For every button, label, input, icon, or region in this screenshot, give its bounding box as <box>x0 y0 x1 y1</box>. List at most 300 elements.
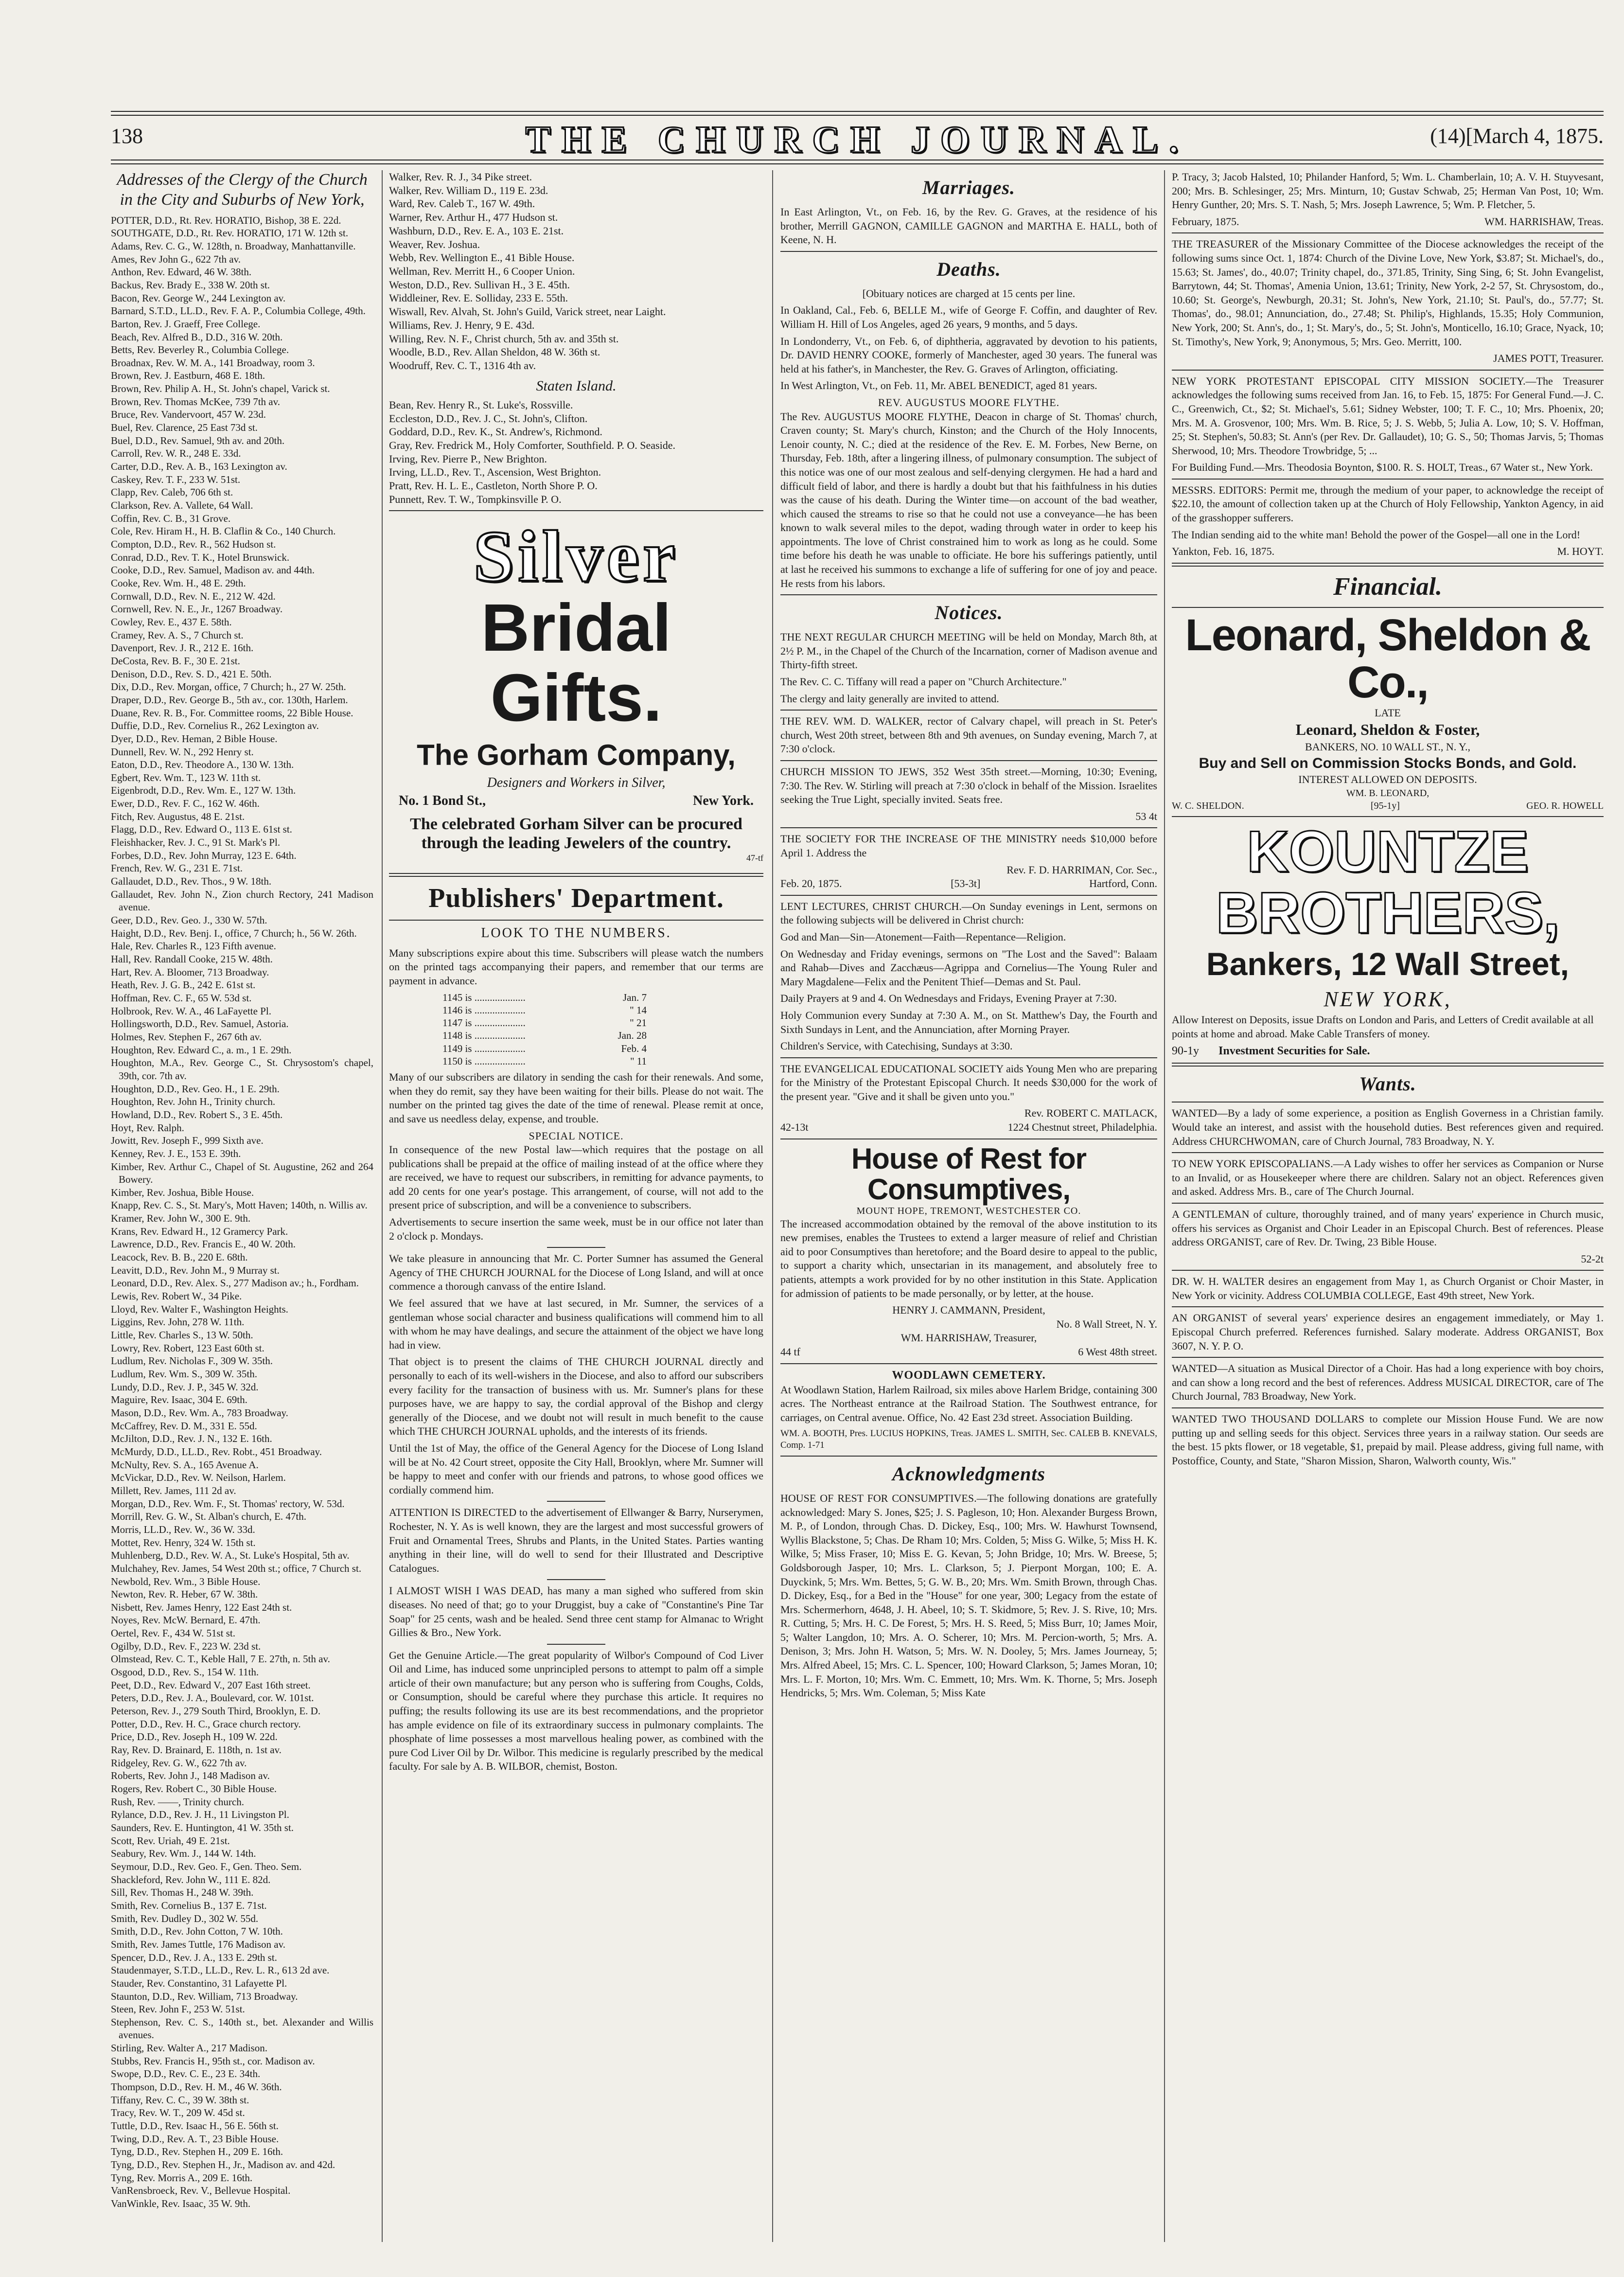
subscription-number: 1149 is .................... <box>442 1042 526 1054</box>
paragraph: Many of our subscribers are dilatory in sending the cash for their renewals. And some, when they do remit, say they have been waiting for their bills. Please do not wait. The number on the printed tag gives the date of the time of renewal. Please remit at once, and save us needless delay, expense, and trouble. <box>389 1071 763 1125</box>
address-entry: Weaver, Rev. Joshua. <box>389 238 480 250</box>
leonard-sheldon-advertisement <box>1172 612 1604 812</box>
address-entry: Holbrook, Rev. W. A., 46 LaFayette Pl. <box>111 1005 271 1017</box>
address-entry: Forbes, D.D., Rev. John Murray, 123 E. 64th. <box>111 849 297 861</box>
address-entry: Sill, Rev. Thomas H., 248 W. 39th. <box>111 1886 254 1899</box>
paragraph: P. Tracy, 3; Jacob Halsted, 10; Philander Hanford, 5; Wm. L. Chamberlain, 10; A. V. H. Stuyvesant, 200; Mrs. B. Schlesinger, 25; Mrs. Minturn, 10; Gustav Schwab, 25; Herman Van Post, 10; Wm. Henry Gunther, 20; Mrs. S. T. Nash, 5; Mrs. Joseph Lawrence, 5; Wm. P. Fletcher, 5. <box>1172 171 1604 211</box>
address-entry: Hoffman, Rev. C. F., 65 W. 53d st. <box>111 992 252 1004</box>
address-entry: Morrill, Rev. G. W., St. Alban's church, E. 47th. <box>111 1511 306 1523</box>
subscription-number: 1145 is .................... <box>442 991 526 1003</box>
divider <box>780 1456 1157 1457</box>
letter-date: Yankton, Feb. 16, 1875. <box>1172 545 1275 558</box>
address-entry: Saunders, Rev. E. Huntington, 41 W. 35th st. <box>111 1821 294 1833</box>
want-ad: WANTED—By a lady of some experience, a position as English Governess in a Christian family. Would take an interest, and assist with the household duties. Best references given and required. Address CHURCHWOMAN, care of Church Journal, 783 Broadway, N. Y. <box>1172 1107 1604 1147</box>
kountze-city: NEW YORK, <box>1324 987 1452 1011</box>
address-entry: Stubbs, Rev. Francis H., 95th st., cor. Madison av. <box>111 2055 315 2067</box>
address-entry: Peters, D.D., Rev. J. A., Boulevard, cor. W. 101st. <box>111 1692 314 1704</box>
house-code: 44 tf <box>780 1346 800 1358</box>
paragraph: THE EVANGELICAL EDUCATIONAL SOCIETY aids Young Men who are preparing for the Ministry of the Protestant Episcopal Church. It needs $30,000 for the work of the present year. "Give and it shall be given unto you." <box>780 1062 1157 1103</box>
address-entry: Punnett, Rev. T. W., Tompkinsville P. O. <box>389 493 562 505</box>
address-entry: Price, D.D., Rev. Joseph H., 109 W. 22d. <box>111 1731 278 1743</box>
divider <box>780 710 1157 711</box>
paragraph: The Rev. AUGUSTUS MOORE FLYTHE, Deacon in charge of St. Thomas' church, Craven county; St. Mary's church, Kinston; and the Church of the Holy Innocents, Lenoir county, N. C.; died at the residence of the Rev. E. M. Forbes, New Berne, on Thursday, Feb. 18th, after a lingering illness, of pulmonary consumption. The subject of this notice was one of our most zealous and self-denying clergymen. He had a hard and difficult field of labor, and there is hardly a doubt but that his faithfulness in his duties was the cause of his death. During the Winter time—on account of the bad weather, which caused the streams to rise so that he could not use a conveyance—he has been known to walk several miles to the depot, wading through water in order to keep his appointments. The love of Christ constrained him to work as long as he could. Some time before his death he was unable to officiate. He bore his sufferings patiently, until at last he received his summons to exchange a life of suffering for one of joy and peace. He rests from his labors. <box>780 410 1157 589</box>
paragraph: The Indian sending aid to the white man! Behold the power of the Gospel—all one in the Lord! <box>1172 528 1581 541</box>
address-entry: Eccleston, D.D., Rev. J. C., St. John's, Clifton. <box>389 412 588 425</box>
issue-date: (14)[March 4, 1875. <box>1430 124 1604 148</box>
subscription-number-row <box>442 1055 647 1067</box>
address-entry: Irving, Rev. Pierre P., New Brighton. <box>389 452 547 465</box>
want-ad: TO NEW YORK EPISCOPALIANS.—A Lady wishes to offer her services as Companion or Nurse to an Invalid, or as Housekeeper where there are children. Salary not an object. References given and asked. Address Mrs. B., care of The Church Journal. <box>1172 1157 1604 1198</box>
address-entry: Holmes, Rev. Stephen F., 267 6th av. <box>111 1031 262 1043</box>
subscription-date: " 14 <box>630 1004 647 1016</box>
want-ad: A GENTLEMAN of culture, thoroughly trained, and of many years' experience in Church music, offers his services as Organist and Choir Leader in an Episcopal Church. Best of references. Please address ORGANIST, care of Rev. Dr. Twing, 23 Bible House. <box>1172 1208 1604 1248</box>
column-1 <box>111 170 373 2242</box>
address-entry: Twing, D.D., Rev. A. T., 23 Bible House. <box>111 2133 279 2145</box>
address-entry: Seabury, Rev. Wm. J., 144 W. 14th. <box>111 1848 256 1860</box>
subscription-number-row <box>442 1029 647 1042</box>
divider <box>780 1138 1157 1139</box>
address-entry: Egbert, Rev. Wm. T., 123 W. 11th st. <box>111 771 261 783</box>
paragraph: Many subscriptions expire about this time. Subscribers will please watch the numbers on the printed tags accompanying their papers, and remember that our terms are payment in advance. <box>389 946 763 987</box>
address-entry: Tyng, D.D., Rev. Stephen H., Jr., Madison av. and 42d. <box>111 2159 335 2171</box>
address-entry: Kimber, Rev. Joshua, Bible House. <box>111 1186 254 1198</box>
address-entry: Howland, D.D., Rev. Robert S., 3 E. 45th. <box>111 1108 283 1121</box>
address-entry: Noyes, Rev. McW. Bernard, E. 47th. <box>111 1614 261 1626</box>
divider <box>780 251 1157 252</box>
paragraph: We take pleasure in announcing that Mr. C. Porter Sumner has assumed the General Agency of THE CHURCH JOURNAL for the Diocese of Long Island, and will at once commence a thorough canvass of the entire Island. <box>389 1252 763 1293</box>
wants-heading: Wants. <box>1359 1073 1416 1095</box>
address-entry: Conrad, D.D., Rev. T. K., Hotel Brunswick. <box>111 551 290 563</box>
address-entry: Willing, Rev. N. F., Christ church, 5th av. and 35th st. <box>389 332 619 345</box>
address-entry: Clapp, Rev. Caleb, 706 6th st. <box>111 486 233 498</box>
address-entry: Stauder, Rev. Constantino, 31 Lafayette Pl. <box>111 1977 287 1989</box>
address-entry: VanRensbroeck, Rev. V., Bellevue Hospital. <box>111 2185 291 2197</box>
address-entry: Tuttle, D.D., Rev. Isaac H., 56 E. 56th st. <box>111 2120 279 2132</box>
address-entry: Scott, Rev. Uriah, 49 E. 21st. <box>111 1834 230 1847</box>
paragraph: In Oakland, Cal., Feb. 6, BELLE M., wife of George F. Coffin, and daughter of Rev. William H. Hill of Los Angeles, aged 26 years, 9 months, and 5 days. <box>780 304 1157 330</box>
address-entry: Denison, D.D., Rev. S. D., 421 E. 50th. <box>111 668 272 680</box>
paragraph: THE SOCIETY FOR THE INCREASE OF THE MINISTRY needs $10,000 before April 1. Address the <box>780 833 1157 859</box>
address-entry: Smith, Rev. James Tuttle, 176 Madison av. <box>111 1938 285 1950</box>
address-entry: Hollingsworth, D.D., Rev. Samuel, Astoria. <box>111 1018 289 1030</box>
address-entry: Shackleford, Rev. John W., 111 E. 82d. <box>111 1873 271 1886</box>
paragraph: On Wednesday and Friday evenings, sermons on "The Lost and the Saved": Balaam and Rahab—Dives and Zacchæus—Agrippa and Cornelius—The Young Ruler and Mary Magdalene—Felix and the Penitent Thief—Demas and St. Paul. <box>780 947 1157 988</box>
address-entry: Leavitt, D.D., Rev. John M., 9 Murray st. <box>111 1264 280 1276</box>
address-entry: Warner, Rev. Arthur H., 477 Hudson st. <box>389 211 558 224</box>
gorham-company-name: The Gorham Company, <box>417 739 736 772</box>
want-code: 52-2t <box>1581 1252 1604 1265</box>
address-entry: Smith, Rev. Cornelius B., 137 E. 71st. <box>111 1899 267 1911</box>
divider <box>1172 1357 1604 1358</box>
house-signature: WM. HARRISHAW, Treasurer, <box>900 1332 1037 1344</box>
staten-island-list <box>389 398 763 506</box>
treasurer-signature: JAMES POTT, Treasurer. <box>1493 352 1604 365</box>
address-entry: Ogilby, D.D., Rev. F., 223 W. 23d st. <box>111 1640 261 1652</box>
subscription-date: Jan. 28 <box>618 1030 647 1042</box>
address-entry: Roberts, Rev. John J., 148 Madison av. <box>111 1770 270 1782</box>
address-entry: Webb, Rev. Wellington E., 41 Bible House. <box>389 251 575 264</box>
address-entry: Cooke, D.D., Rev. Samuel, Madison av. and 44th. <box>111 564 315 576</box>
leonard-interest: INTEREST ALLOWED ON DEPOSITS. <box>1298 773 1477 786</box>
address-entry: Leacock, Rev. B. B., 220 E. 68th. <box>111 1251 248 1263</box>
paragraph: THE REV. WM. D. WALKER, rector of Calvary chapel, will preach in St. Peter's church, West 20th street, between 8th and 9th avenues, on Sunday evening, March 7, at 7:30 o'clock. <box>780 715 1157 755</box>
address-entry: Cooke, Rev. Wm. H., 48 E. 29th. <box>111 577 246 589</box>
house-signature: HENRY J. CAMMANN, President, <box>892 1304 1045 1316</box>
divider <box>389 920 763 921</box>
address-entry: Knapp, Rev. C. S., St. Mary's, Mott Haven; 140th, n. Willis av. <box>111 1199 368 1211</box>
paragraph: The increased accommodation obtained by the removal of the above institution to its new premises, enables the Trustees to extend a larger measure of relief and Christian aid to poor Consumptives than heretofore; and the Board desire to appeal to the public, to support a charity which, unsectarian in its management, and absolutely free to patients, attempts a work provided for by no other institution in this State. Application for admission of patients to be made personally, or by letter, at the house. <box>780 1217 1157 1299</box>
notice-footer <box>780 877 1157 891</box>
address-entry: Carroll, Rev. W. R., 248 E. 33d. <box>111 447 241 460</box>
paragraph: Until the 1st of May, the office of the General Agency for the Diocese of Long Island will be at No. 42 Court street, opposite the City Hall, Brooklyn, where Mr. Sumner will be happy to meet and confer with our friends and patrons, to whose good offices we cordially commend him. <box>389 1441 763 1496</box>
leonard-bankers-address: BANKERS, NO. 10 WALL ST., N. Y., <box>1305 740 1470 753</box>
address-entry: McCaffrey, Rev. D. M., 331 E. 55d. <box>111 1420 257 1432</box>
address-entry: Olmstead, Rev. C. T., Keble Hall, 7 E. 27th, n. 5th av. <box>111 1653 330 1665</box>
paragraph: MESSRS. EDITORS: Permit me, through the medium of your paper, to acknowledge the receipt of $22.10, the amount of collection taken up at the Church of Holy Fellowship, Yankton Agency, in aid of the grasshopper sufferers. <box>1172 483 1604 524</box>
address-entry: Fleishhacker, Rev. J. C., 91 St. Mark's Pl. <box>111 836 281 849</box>
leonard-former-name: Leonard, Sheldon & Foster, <box>1295 721 1480 739</box>
leonard-footer <box>1172 800 1604 812</box>
address-entry: Osgood, D.D., Rev. S., 154 W. 11th. <box>111 1666 259 1678</box>
address-entry: Mottet, Rev. Henry, 324 W. 15th st. <box>111 1536 256 1548</box>
divider <box>1172 1063 1604 1067</box>
address-entry: Eaton, D.D., Rev. Theodore A., 130 W. 13th. <box>111 759 294 771</box>
masthead <box>111 111 1604 164</box>
address-entry: Beach, Rev. Alfred B., D.D., 316 W. 20th. <box>111 331 283 343</box>
address-entry: Seymour, D.D., Rev. Geo. F., Gen. Theo. Sem. <box>111 1860 302 1872</box>
paragraph: Allow Interest on Deposits, issue Drafts on London and Paris, and Letters of Credit available at all points at home and abroad. Make Cable Transfers of money. <box>1172 1013 1594 1040</box>
divider <box>1172 816 1604 817</box>
address-entry: Morris, LL.D., Rev. W., 36 W. 33d. <box>111 1523 255 1535</box>
address-entry: Potter, D.D., Rev. H. C., Grace church rectory. <box>111 1718 301 1730</box>
leonard-code: [95-1y] <box>1370 801 1400 811</box>
subscription-date: " 21 <box>630 1017 647 1029</box>
address-entry: Irving, LL.D., Rev. T., Ascension, West Brighton. <box>389 466 601 479</box>
column-2 <box>389 170 763 2242</box>
kountze-securities: Investment Securities for Sale. <box>1218 1045 1370 1058</box>
notice-footer <box>780 1121 1157 1135</box>
subscription-date: Feb. 4 <box>621 1042 647 1054</box>
address-entry: Dyer, D.D., Rev. Heman, 2 Bible House. <box>111 732 278 745</box>
address-entry: Little, Rev. Charles S., 13 W. 50th. <box>111 1329 253 1341</box>
gorham-subtitle: Designers and Workers in Silver, <box>487 775 666 791</box>
address-entry: Bean, Rev. Henry R., St. Luke's, Rossville. <box>389 398 573 411</box>
divider <box>1172 607 1604 608</box>
paragraph: God and Man—Sin—Atonement—Faith—Repentance—Religion. <box>780 930 1066 943</box>
address-entry: Davenport, Rev. J. R., 212 E. 16th. <box>111 642 254 654</box>
divider <box>1172 563 1604 567</box>
address-entry: Spencer, D.D., Rev. J. A., 133 E. 29th st. <box>111 1951 277 1963</box>
subscription-number-row <box>442 1004 647 1016</box>
paragraph: Children's Service, with Catechising, Sundays at 3:30. <box>780 1040 1013 1052</box>
divider <box>1172 1306 1604 1307</box>
address-entry: Anthon, Rev. Edward, 46 W. 38th. <box>111 266 252 278</box>
address-entry: Leonard, D.D., Rev. Alex. S., 277 Madison av.; h., Fordham. <box>111 1277 359 1289</box>
house-of-rest-heading: House of Rest for Consumptives, <box>851 1142 1087 1206</box>
silver-headline: Silver <box>473 516 679 597</box>
address-entry: Ludlum, Rev. Nicholas F., 309 W. 35th. <box>111 1355 273 1367</box>
divider <box>1172 1270 1604 1271</box>
address-entry: Tiffany, Rev. C. C., 39 W. 38th st. <box>111 2094 249 2106</box>
address-entry: Cornwell, Rev. N. E., Jr., 1267 Broadway. <box>111 603 283 615</box>
divider <box>1172 1102 1604 1103</box>
column-4 <box>1172 170 1604 2242</box>
address-entry: Rush, Rev. ——, Trinity church. <box>111 1796 244 1808</box>
subscription-number: 1147 is .................... <box>442 1017 526 1029</box>
paragraph: THE NEXT REGULAR CHURCH MEETING will be held on Monday, March 8th, at 2½ P. M., in the Chapel of the Church of the Incarnation, corner of Madison avenue and Thirty-fifth street. <box>780 631 1157 671</box>
paragraph: In West Arlington, Vt., on Feb. 11, Mr. ABEL BENEDICT, aged 81 years. <box>780 379 1097 392</box>
kountze-code: 90-1y <box>1172 1045 1199 1058</box>
address-entry: Haight, D.D., Rev. Benj. I., office, 7 Church; h., 56 W. 26th. <box>111 927 357 939</box>
divider <box>780 594 1157 595</box>
want-ad: AN ORGANIST of several years' experience desires an engagement immediately, or May 1. Episcopal Church preferred. References furnished. Salary moderate. Address ORGANIST, Box 3607, N. Y. P. O. <box>1172 1312 1604 1352</box>
address-entry: Peterson, Rev. J., 279 South Third, Brooklyn, E. D. <box>111 1705 321 1717</box>
paragraph: NEW YORK PROTESTANT EPISCOPAL CITY MISSION SOCIETY.—The Treasurer acknowledges the following sums received from Jan. 16, to Feb. 15, 1875: For General Fund.—J. C. C., Greenwich, Ct., $2; St. Michael's, 5.61; Sidney Webster, 100; T. F. C., 10; Mrs. Phoenix, 20; Mrs. M. A. Grosvenor, 100; Mrs. Wm. B. Rice, 5; J. S. Webb, 5; Julia A. Low, 10; S. V. Hoffman, 25; St. Stephen's, 50.83; St. Ann's (per Rev. Dr. Gallaudet), 10; G. S., 50; Thomas Jarvis, 5; Thomas Sherwood, 10; Mrs. Theodore Trowbridge, 5; ... <box>1172 374 1604 457</box>
address-entry: Betts, Rev. Beverley R., Columbia College. <box>111 344 289 356</box>
address-entry: Barton, Rev. J. Graeff, Free College. <box>111 318 261 330</box>
address-entry: Cornwall, D.D., Rev. N. E., 212 W. 42d. <box>111 590 276 602</box>
address-entry: Hoyt, Rev. Ralph. <box>111 1121 184 1134</box>
divider <box>547 1644 605 1645</box>
address-entry: Hart, Rev. A. Bloomer, 713 Broadway. <box>111 966 269 978</box>
address-entry: Rogers, Rev. Robert C., 30 Bible House. <box>111 1783 277 1795</box>
divider <box>780 1057 1157 1058</box>
want-ad: WANTED—A situation as Musical Director of a Choir. Has had a long experience with boy choirs, and can show a long record and the best of references. Address MUSICAL DIRECTOR, care of The Church Journal, 783 Broadway, New York. <box>1172 1362 1604 1403</box>
address-entry: Bacon, Rev. George W., 244 Lexington av. <box>111 292 286 304</box>
address-entry: Stephenson, Rev. C. S., 140th st., bet. Alexander and Willis avenues. <box>111 2016 373 2041</box>
address-entry: Brown, Rev. J. Eastburn, 468 E. 18th. <box>111 370 265 382</box>
address-entry: Caskey, Rev. T. F., 233 W. 51st. <box>111 473 241 485</box>
paragraph: Get the Genuine Article.—The great popularity of Wilbor's Compound of Cod Liver Oil and Lime, has induced some unprincipled persons to attempt to palm off a simple article of their own manufacture; but any person who is suffering from Coughs, Colds, or Consumption, should be careful where they purchase this article. It requires no puffing; the results following its use are its best recommendations, and the proprietor has ample evidence on file of its extraordinary success in pulmonary complaints. The phosphate of lime possesses a most marvellous healing power, as combined with the pure Cod Liver Oil by Dr. Wilbor. This medicine is regularly prescribed by the medical faculty. For sale by A. B. WILBOR, chemist, Boston. <box>389 1649 763 1773</box>
letter-footer <box>1172 545 1604 559</box>
paragraph: In Londonderry, Vt., on Feb. 6, of diphtheria, aggravated by devotion to his patients, Dr. DAVID HENRY COOKE, formerly of Manchester, aged 30 years. The funeral was held at his father's, in Manchester, the Rev. G. Graves of Arlington, officiating. <box>780 335 1157 375</box>
gorham-address-city: New York. <box>693 793 754 808</box>
house-signature-address: No. 8 Wall Street, N. Y. <box>1056 1317 1157 1330</box>
address-entry: Millett, Rev. James, 111 2d av. <box>111 1484 236 1496</box>
address-entry: Kramer, Rev. John W., 300 E. 9th. <box>111 1212 251 1225</box>
subscription-number: 1146 is .................... <box>442 1004 526 1016</box>
address-entry: Cowley, Rev. E., 437 E. 58th. <box>111 616 232 628</box>
subscription-number-row <box>442 991 647 1004</box>
address-entry: DeCosta, Rev. B. F., 30 E. 21st. <box>111 655 240 667</box>
address-entry: Mason, D.D., Rev. Wm. A., 783 Broadway. <box>111 1406 288 1419</box>
column-divider <box>1164 170 1165 2242</box>
address-entry: Widdleiner, Rev. E. Solliday, 233 E. 55th. <box>389 292 568 304</box>
address-entry: Houghton, Rev. Edward C., a. m., 1 E. 29th. <box>111 1044 292 1056</box>
address-entry: Kenney, Rev. J. E., 153 E. 39th. <box>111 1147 241 1159</box>
address-entry: Houghton, D.D., Rev. Geo. H., 1 E. 29th. <box>111 1083 280 1095</box>
subscription-numbers-table <box>442 991 763 1068</box>
notice-code: 53 4t <box>1135 810 1157 822</box>
column-divider <box>382 170 383 2242</box>
address-entry: Maguire, Rev. Isaac, 304 E. 69th. <box>111 1394 247 1406</box>
divider <box>780 1363 1157 1364</box>
paragraph: At Woodlawn Station, Harlem Railroad, six miles above Harlem Bridge, containing 300 acres. The Northeast entrance at the Railroad Station. The Southwest entrance, for carriages, on Central avenue. Office, No. 42 East 23d street. Association Building. <box>780 1383 1157 1423</box>
bridal-gifts-headline: Bridal Gifts. <box>481 590 671 736</box>
notice-code: [53-3t] <box>951 877 981 890</box>
divider <box>1172 370 1604 371</box>
divider <box>547 1579 605 1580</box>
notice-signature: Rev. F. D. HARRIMAN, Cor. Sec., <box>1006 863 1157 876</box>
woodlawn-officers: WM. A. BOOTH, Pres. LUCIUS HOPKINS, Treas. JAMES L. SMITH, Sec. CALEB B. KNEVALS, Comp. 1-71 <box>780 1428 1157 1451</box>
financial-heading: Financial. <box>1333 572 1442 601</box>
address-entry: Newbold, Rev. Wm., 3 Bible House. <box>111 1575 261 1587</box>
address-entry: VanWinkle, Rev. Isaac, 35 W. 9th. <box>111 2198 251 2209</box>
kountze-bankers: Bankers, 12 Wall Street, <box>1206 946 1569 982</box>
address-entry: Goddard, D.D., Rev. K., St. Andrew's, Richmond. <box>389 426 602 438</box>
masthead-rule-bottom <box>111 160 1604 164</box>
address-entry: McJilton, D.D., Rev. J. N., 132 E. 16th. <box>111 1433 272 1445</box>
subscription-number: 1148 is .................... <box>442 1030 526 1042</box>
gorham-address-street: No. 1 Bond St., <box>399 793 486 808</box>
address-entry: Cramey, Rev. A. S., 7 Church st. <box>111 629 244 641</box>
address-entry: Ray, Rev. D. Brainard, E. 118th, n. 1st av. <box>111 1744 282 1756</box>
address-entry: Wellman, Rev. Merritt H., 6 Cooper Union. <box>389 265 575 278</box>
subscription-number: 1150 is .................... <box>442 1055 526 1067</box>
marriages-heading: Marriages. <box>922 177 1016 198</box>
clergy-address-list-continued <box>389 170 763 373</box>
masthead-rule-top <box>111 111 1604 116</box>
address-entry: Ward, Rev. Caleb T., 167 W. 49th. <box>389 197 535 210</box>
notice-date: Feb. 20, 1875. <box>780 877 842 890</box>
address-entry: Brown, Rev. Thomas McKee, 739 7th av. <box>111 395 280 408</box>
subscription-number-row <box>442 1016 647 1029</box>
subscription-date: Jan. 7 <box>623 991 647 1003</box>
divider <box>780 895 1157 896</box>
paragraph: The Rev. C. C. Tiffany will read a paper on "Church Architecture." <box>780 676 1067 688</box>
address-entry: Smith, Rev. Dudley D., 302 W. 55d. <box>111 1912 259 1924</box>
address-entry: Lowry, Rev. Robert, 123 East 60th st. <box>111 1342 265 1354</box>
address-entry: Houghton, M.A., Rev. George C., St. Chrysostom's chapel, 39th, cor. 7th av. <box>111 1057 373 1082</box>
address-entry: Lloyd, Rev. Walter F., Washington Heights. <box>111 1303 288 1315</box>
divider <box>1172 1407 1604 1408</box>
staten-island-heading: Staten Island. <box>536 377 617 394</box>
paragraph: Holy Communion every Sunday at 7:30 A. M., on St. Matthew's Day, the Fourth and Sixth Sundays in Lent, and the Annunciation, after Morning Prayer. <box>780 1009 1157 1035</box>
address-entry: Brown, Rev. Philip A. H., St. John's chapel, Varick st. <box>111 383 330 395</box>
paragraph: In consequence of the new Postal law—which requires that the postage on all publications shall be prepaid at the office of mailing instead of at the office where they are received, we have to request our subscribers, in remitting for advance payments, to add 20 cents for one year's postage. This arrangement, of course, will not add to the present price of subscription, and will be a convenience to subscribers. <box>389 1143 763 1211</box>
address-entry: Woodle, B.D., Rev. Allan Sheldon, 48 W. 36th st. <box>389 346 600 358</box>
address-entry: Ridgeley, Rev. G. W., 622 7th av. <box>111 1757 247 1769</box>
address-entry: Clarkson, Rev. A. Vallete, 64 Wall. <box>111 499 253 512</box>
divider <box>389 510 763 511</box>
leonard-late: LATE <box>1375 706 1401 719</box>
column-3 <box>780 170 1157 2242</box>
letter-signature: M. HOYT. <box>1557 545 1604 558</box>
address-entry: Bruce, Rev. Vandervoort, 457 W. 23d. <box>111 409 266 421</box>
gorham-address <box>389 792 763 810</box>
paragraph: HOUSE OF REST FOR CONSUMPTIVES.—The following donations are gratefully acknowledged: Mary S. Jones, $25; J. S. Pagleson, 10; Hon. Alexander Burgess Brown, M. P., of London, through Chas. D. Dickey, Esq., 100; Mrs. W. Hawhurst Townsend, Wyllis Blackstone, 5; Chas. De Rham 10; Mrs. Colden, 5; Miss G. Wilke, 5; Miss H. K. Wilke, 5; Miss Fraser, 10; Miss E. G. Kevan, 5; John Bridge, 10; Mrs. W. Breese, 5; Goldsborough Jasper, 10; Mrs. L. Clarkson, 5; J. Pierpont Morgan, 100; E. A. Duyckink, 5; Mrs. Wm. Bettes, 5; G. W. B., 20; Mrs. Wm. Smith Brown, through Chas. D. Dickey, Esq., for a Bed in the "House" for one year, 300; Legacy from the estate of Mrs. Schermerhorn, 4648, J. H. Abeel, 10; S. T. Skidmore, 5; Rev. J. S. Rive, 10; Mrs. R. Cutting, 5; Mrs. H. C. De Forest, 5; Mrs. H. S. Reed, 5; Miss Burr, 10; James Moir, 5; Walter Langdon, 10; Mrs. A. O. Scherer, 10; Mrs. M. Percion-worth, 5; Mrs. A. Denison, 3; Mrs. John H. Watson, 5; Mrs. W. N. Dooley, 5; Mrs. James Journeay, 5; Mrs. Alfred Abeel, 15; Mrs. C. L. Spencer, 100; Howard Clarkson, 5; James Moran, 10; Mrs. L. F. Morton, 10; Mrs. Wm. C. Emmett, 10; Mrs. Wm. K. Thorne, 5; Mrs. Joseph Hendricks, 5; Mrs. Wm. Coleman, 5; Miss Kate <box>780 1492 1157 1699</box>
address-entry: Walker, Rev. R. J., 34 Pike street. <box>389 171 532 183</box>
address-entry: Broadnax, Rev. W. M. A., 141 Broadway, room 3. <box>111 356 315 369</box>
paragraph: In East Arlington, Vt., on Feb. 16, by the Rev. G. Graves, at the residence of his brother, Merrill GAGNON, CAMILLE GAGNON and MARTHA E. HALL, both of Keene, N. H. <box>780 206 1157 246</box>
address-entry: Draper, D.D., Rev. George B., 5th av., cor. 130th, Harlem. <box>111 694 348 706</box>
address-entry: Smith, D.D., Rev. John Cotton, 7 W. 10th. <box>111 1925 283 1938</box>
divider <box>547 1501 605 1502</box>
ack-footer <box>1172 215 1604 229</box>
address-entry: Buel, Rev. Clarence, 25 East 73d st. <box>111 422 258 434</box>
house-signature-address: 6 West 48th street. <box>1078 1346 1157 1358</box>
kountze-footer <box>1172 1044 1604 1059</box>
address-entry: Weston, D.D., Rev. Sullivan H., 3 E. 45th. <box>389 278 570 291</box>
subscription-date: " 11 <box>630 1055 647 1067</box>
divider <box>780 827 1157 828</box>
paragraph: I ALMOST WISH I WAS DEAD, has many a man sighed who suffered from skin diseases. No need of that; go to your Druggist, buy a cake of "Constantine's Pine Tar Soap" for 25 cents, wash and be healed. Send three cent stamp for Almanac to Wright Gillies & Bro., New York. <box>389 1584 763 1639</box>
want-ad: DR. W. H. WALTER desires an engagement from May 1, as Church Organist or Choir Master, in New York or vicinity. Address COLUMBIA COLLEGE, East 49th street, New York. <box>1172 1275 1604 1301</box>
notice-address: 1224 Chestnut street, Philadelphia. <box>1007 1121 1157 1134</box>
address-entry: Lewis, Rev. Robert W., 34 Pike. <box>111 1290 242 1302</box>
address-entry: Kimber, Rev. Arthur C., Chapel of St. Augustine, 262 and 264 Bowery. <box>111 1160 373 1186</box>
address-entry: Houghton, Rev. John H., Trinity church. <box>111 1096 276 1108</box>
divider <box>780 760 1157 761</box>
column-divider <box>772 170 773 2242</box>
paragraph: ATTENTION IS DIRECTED to the advertisement of Ellwanger & Barry, Nurserymen, Rochester, N. Y. As is well known, they are the largest and most successful growers of Fruit and Ornamental Trees, Shrubs and Plants, in the United States. Parties wanting anything in their line, will do well to send for their Illustrated and Descriptive Catalogues. <box>389 1506 763 1574</box>
address-entry: Compton, D.D., Rev. R., 562 Hudson st. <box>111 538 276 550</box>
address-entry: Tyng, D.D., Rev. Stephen H., 209 E. 16th. <box>111 2146 283 2158</box>
divider <box>547 1247 605 1248</box>
address-entry: SOUTHGATE, D.D., Rt. Rev. HORATIO, 171 W. 12th st. <box>111 227 349 239</box>
address-entry: Hall, Rev. Randall Cooke, 215 W. 48th. <box>111 953 273 965</box>
address-entry: Lundy, D.D., Rev. J. P., 345 W. 32d. <box>111 1381 259 1393</box>
address-entry: Liggins, Rev. John, 278 W. 11th. <box>111 1316 245 1328</box>
address-entry: Dunnell, Rev. W. N., 292 Henry st. <box>111 746 254 758</box>
address-entry: Backus, Rev. Brady E., 338 W. 20th st. <box>111 279 270 291</box>
address-entry: Lawrence, D.D., Rev. Francis E., 40 W. 20th. <box>111 1238 296 1250</box>
notice-code: 42-13t <box>780 1121 809 1134</box>
address-entry: Muhlenberg, D.D., Rev. W. A., St. Luke's Hospital, 5th av. <box>111 1549 350 1562</box>
want-ad: WANTED TWO THOUSAND DOLLARS to complete our Mission House Fund. We are now putting up and selling seeds for this object. Services three years in a railway station. Our seeds are the best. 15 pkts flower, or 18 vegetable, $1, prepaid by mail. Please address, giving full name, with Postoffice, County, and State, "Sharon Mission, Sharon, Walworth county, Wis." <box>1172 1413 1604 1467</box>
divider <box>1172 1203 1604 1204</box>
address-entry: Tyng, Rev. Morris A., 209 E. 16th. <box>111 2171 253 2184</box>
kountze-brothers-name: KOUNTZE BROTHERS, <box>1216 819 1560 945</box>
clergy-address-list <box>111 214 373 2210</box>
paragraph: CHURCH MISSION TO JEWS, 352 West 35th street.—Morning, 10:30; Evening, 7:30. The Rev. W. Stirling will preach at 7:30 o'clock in behalf of the Mission. Israelites seeking the True Light, specially invited. Seats free. <box>780 765 1157 806</box>
gorham-slogan: The celebrated Gorham Silver can be procured through the leading Jewelers of the country. <box>410 815 742 853</box>
address-entry: Ames, Rev John G., 622 7th av. <box>111 253 241 265</box>
subscription-number-row <box>442 1042 647 1055</box>
address-entry: Duffie, D.D., Rev. Cornelius R., 262 Lexington av. <box>111 720 319 732</box>
address-entry: Barnard, S.T.D., LL.D., Rev. F. A. P., Columbia College, 49th. <box>111 305 366 317</box>
address-entry: Gallaudet, Rev. John N., Zion church Rectory, 241 Madison avenue. <box>111 888 373 913</box>
address-entry: Carter, D.D., Rev. A. B., 163 Lexington av. <box>111 461 287 473</box>
leonard-sheldon-name: Leonard, Sheldon & Co., <box>1185 610 1590 708</box>
leonard-partner: WM. B. LEONARD, <box>1346 788 1430 799</box>
address-entry: POTTER, D.D., Rt. Rev. HORATIO, Bishop, 38 E. 22d. <box>111 214 341 226</box>
ad-code: 47-tf <box>746 853 763 863</box>
divider <box>1172 1152 1604 1153</box>
paragraph: Advertisements to secure insertion the same week, must be in our office not later than 2 o'clock p. Mondays. <box>389 1216 763 1242</box>
address-entry: McNulty, Rev. S. A., 165 Avenue A. <box>111 1459 259 1471</box>
address-entry: Peet, D.D., Rev. Edward V., 207 East 16th street. <box>111 1679 311 1691</box>
leonard-partner: GEO. R. HOWELL <box>1526 801 1604 811</box>
special-notice-heading: SPECIAL NOTICE. <box>529 1129 624 1142</box>
kountze-brothers-advertisement <box>1172 821 1604 1059</box>
address-entry: Wiswall, Rev. Alvah, St. John's Guild, Varick street, near Laight. <box>389 305 666 318</box>
address-entry: McMurdy, D.D., LL.D., Rev. Robt., 451 Broadway. <box>111 1445 322 1458</box>
address-entry: Tracy, Rev. W. T., 209 W. 45d st. <box>111 2107 245 2119</box>
address-entry: Woodruff, Rev. C. T., 1316 4th av. <box>389 359 536 372</box>
clergy-addresses-title: Addresses of the Clergy of the Church in the City and Suburbs of New York, <box>117 171 368 209</box>
address-entry: Ludlum, Rev. Wm. S., 309 W. 35th. <box>111 1368 258 1380</box>
address-entry: Gray, Rev. Fredrick M., Holy Comforter, Southfield. P. O. Seaside. <box>389 439 675 451</box>
leonard-partner: W. C. SHELDON. <box>1172 801 1244 811</box>
paragraph: THE TREASURER of the Missionary Committee of the Diocese acknowledges the receipt of the following sums since Oct. 1, 1874: Church of the Divine Love, New York, $3.87; St. Michael's, do., 15.63; St. James', do., 40.07; Trinity chapel, do., 371.85, Trinity, Sing Sing, 6; St. John Evangelist, Barrytown, 44; St. Thomas', Amenia Union, 13.61; Trinity, New York, 2-2 57, St. Chrysostom, do., 10.60; St. George's, Newburgh, 20.31; St. John's, New York, 21.10; St. Paul's, do., 57.77; St. Thomas', do., 98.01; Annunciation, do., 27.48; St. Philip's, Highlands, 15.35; Holy Communion, New York, 200; St. Ann's, do., 1; St. Mary's, do., 5; St. John's, Monticello, 16.10; Grace, Nyack, 10; St. Timothy's, New York, 9; Anonymous, 5; Mrs. Geo. Merritt, 100. <box>1172 238 1604 348</box>
address-entry: Flagg, D.D., Rev. Edward O., 113 E. 61st st. <box>111 823 292 836</box>
address-entry: Nisbett, Rev. James Henry, 122 East 24th st. <box>111 1601 292 1613</box>
publishers-department-heading: Publishers' Department. <box>428 883 724 913</box>
divider <box>389 873 763 877</box>
ack-signature: WM. HARRISHAW, Treas. <box>1484 215 1604 228</box>
address-entry: Newton, Rev. R. Heber, 67 W. 38th. <box>111 1588 258 1601</box>
